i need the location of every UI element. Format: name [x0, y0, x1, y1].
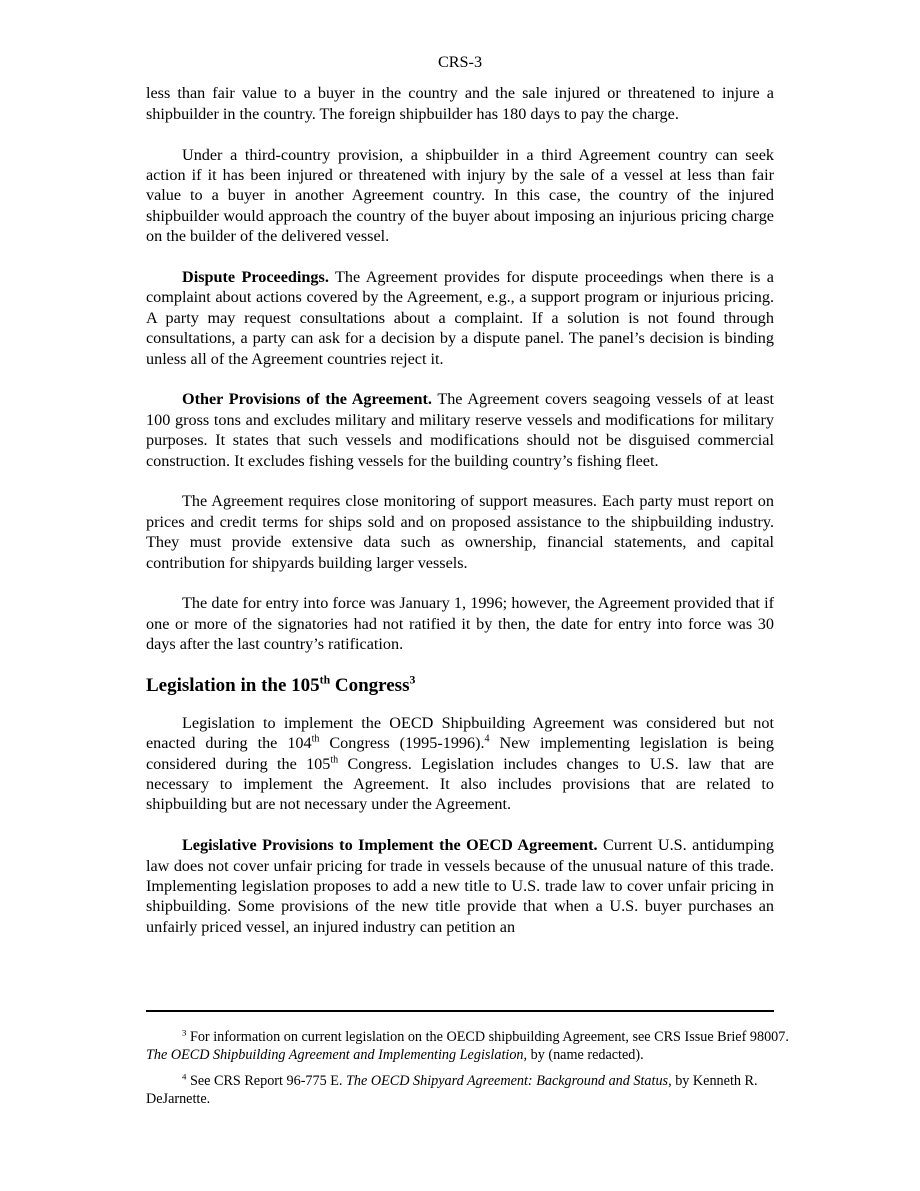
paragraph-entry-into-force: The date for entry into force was January 1, 1996; however, the Agreement provided that if one or more of the signatories had not ratified it by then, the date for entry into force was 30 days after the last country’s ratification.	[146, 594, 774, 654]
dispute-text: The Agreement provides for dispute proceedings when there is a complaint about actions covered by the Agreement, e.g., a support program or injurious pricing. A party may request consultations about a complaint. If a solution is not found through consultations, a party can ask for a decision by a dispute panel. The panel’s decision is binding unless all of the Agreement countries reject it.	[146, 268, 774, 368]
footnote-3-number: 3	[182, 1027, 187, 1038]
page-body	[146, 52, 774, 937]
paragraph-other-provisions	[146, 389, 774, 471]
footnote-3-author: , by (name redacted).	[523, 1047, 644, 1063]
footnote-4-number: 4	[182, 1071, 187, 1082]
section-heading	[146, 674, 774, 698]
leg-text-c: New implementing legislation is being considered during the 105	[146, 734, 774, 773]
other-provisions-lead: Other Provisions of the Agreement.	[182, 390, 432, 409]
footnote-3	[146, 1028, 810, 1064]
footnote-4-text: See CRS Report 96-775 E.	[186, 1073, 347, 1089]
footnote-ref-4: 4	[484, 733, 490, 745]
legislative-provisions-lead: Legislative Provisions to Implement the OECD Agreement.	[182, 836, 598, 855]
footnote-divider	[146, 1010, 774, 1012]
paragraph-third-country: Under a third-country provision, a shipbuilder in a third Agreement country can seek action if it has been injured or threatened with injury by the sale of a vessel at less than fair value to a buyer in another Agreement country. In this case, the country of the injured shipbuilder would approach the country of the buyer about imposing an injurious pricing charge on the builder of the delivered vessel.	[146, 145, 774, 246]
paragraph-dispute	[146, 267, 774, 369]
leg-ordinal-2: th	[330, 754, 339, 766]
page-header: CRS-3	[437, 53, 483, 71]
leg-text-d: Congress. Legislation includes changes to U.S. law that are necessary to implement the Agreement. It also includes provisions that are related to shipbuilding but are not necessary under the Agreement.	[146, 754, 774, 814]
footnote-4-title: The OECD Shipyard Agreement: Background and Status	[346, 1073, 669, 1089]
paragraph-continued: less than fair value to a buyer in the country and the sale injured or threatened to injure a shipbuilder in the country. The foreign shipbuilder has 180 days to pay the charge.	[146, 84, 774, 123]
footnote-ref-3: 3	[409, 673, 416, 687]
leg-text-b: Congress (1995-1996).	[319, 734, 485, 753]
paragraph-monitoring: The Agreement requires close monitoring of support measures. Each party must report on prices and credit terms for ships sold and on proposed assistance to the shipbuilding industry. They must provide extensive data such as ownership, financial statements, and capital contribution for shipyards building larger vessels.	[146, 492, 774, 572]
leg-text-a: Legislation to implement the OECD Shipbuilding Agreement was considered but not enacted during the 104	[146, 713, 774, 753]
legislative-provisions-text: Current U.S. antidumping law does not cover unfair pricing for trade in vessels because of the unusual nature of this trade. Implementing legislation proposes to add a new title to U.S. trade law to cover unfair pricing in shipbuilding. Some provisions of the new title provide that when a U.S. buyer purchases an unfairly priced vessel, an injured industry can petition an	[146, 836, 774, 936]
footnote-4	[146, 1072, 810, 1108]
heading-text-end: Congress	[330, 674, 410, 696]
footnote-4-author: , by Kenneth R. DeJarnette.	[146, 1073, 758, 1107]
leg-ordinal-1: th	[311, 733, 320, 745]
paragraph-legislation	[146, 713, 774, 815]
heading-text: Legislation in the 105	[146, 674, 320, 696]
footnote-3-text: For information on current legislation on the OECD shipbuilding Agreement, see CRS Issue Brief 98007.	[186, 1029, 789, 1045]
other-provisions-text: The Agreement covers seagoing vessels of at least 100 gross tons and excludes military and military reserve vessels and modifications for military purposes. It states that such vessels and modifications should not be disguised commercial construction. It excludes fishing vessels for the building country’s fishing fleet.	[146, 390, 774, 470]
dispute-lead: Dispute Proceedings.	[182, 268, 329, 287]
footnotes	[146, 1028, 810, 1116]
heading-ordinal: th	[319, 673, 331, 687]
paragraph-legislative-provisions	[146, 835, 774, 937]
footnote-3-title: The OECD Shipbuilding Agreement and Implementing Legislation	[146, 1047, 524, 1063]
